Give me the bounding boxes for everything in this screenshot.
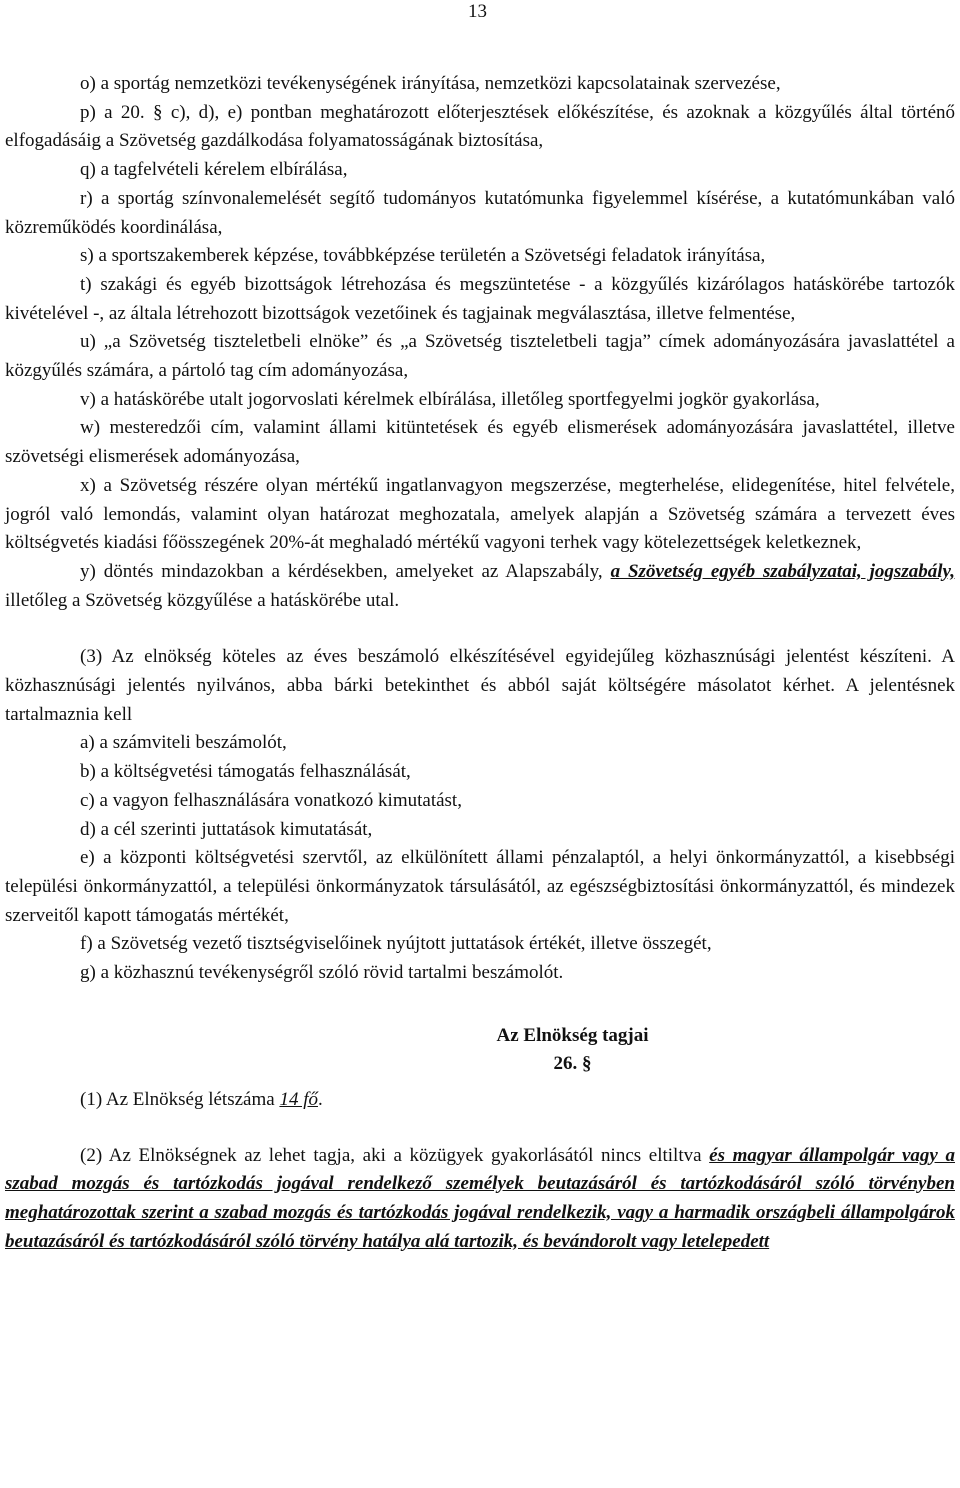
section-number: 26. §: [553, 1052, 592, 1074]
item-y-text: y) döntés mindazokban a kérdésekben, amelyeket az Alapszabály,: [80, 560, 611, 582]
item-v: v) a hatáskörébe utalt jogorvoslati kérelmek elbírálása, illetőleg sportfegyelmi jogkör gyakorlása,: [80, 388, 820, 410]
item-r: r) a sportág színvonalemelését segítő tudományos kutatómunka figyelemmel kísérése, a kutatómunkában való közreműködés koordinálása,: [5, 187, 955, 238]
item-t: t) szakági és egyéb bizottságok létrehozása és megszüntetése - a közgyűlés kizárólagos hatáskörébe tartozók kivételével -, az általa létrehozott bizottságok vezetőinek és tagjainak megválasztása, illetve felmentése,: [5, 273, 955, 324]
item-q: q) a tagfelvételi kérelem elbírálása,: [80, 159, 348, 181]
item-y: [5, 558, 955, 615]
list-item-d: d) a cél szerinti juttatások kimutatását,: [80, 818, 373, 840]
sec1-text-end: .: [317, 1088, 323, 1110]
list-item-b: b) a költségvetési támogatás felhasználását,: [80, 761, 411, 783]
section-title: Az Elnökség tagjai: [496, 1024, 649, 1046]
list-item-g: g) a közhasznú tevékenységről szóló rövid tartalmi beszámolót.: [80, 962, 564, 984]
item-x: x) a Szövetség részére olyan mértékű ingatlanvagyon megszerzése, megterhelése, elidegenítése, hitel felvétele, jogról való lemondás, valamint olyan határozat meghozatala, amelyek alapján a Szövetség számára a tervezett éves költségvetés kiadási főösszegének 20%-át meghaladó mértékű vagyoni terhek vagy kötelezettségek keletkeznek,: [5, 474, 955, 554]
item-y-emphasis: a Szövetség egyéb szabályzatai, jogszabály,: [610, 560, 955, 582]
sec2-text: (2) Az Elnökségnek az lehet tagja, aki a közügyek gyakorlásától nincs eltiltva: [80, 1144, 710, 1166]
page-number: 13: [468, 1, 487, 22]
item-y-text-end: illetőleg a Szövetség közgyűlése a hatáskörébe utal.: [5, 589, 400, 611]
list-item-e: e) a központi költségvetési szervtől, az elkülönített állami pénzalaptól, a helyi önkormányzattól, a kisebbségi települési önkormányzattól, a települési önkormányzatok társulásától, az egészségbiztosítási önkormányzattól, és mindezek szerveitől kapott támogatás mértékét,: [5, 847, 955, 926]
list-item-c: c) a vagyon felhasználására vonatkozó kimutatást,: [80, 789, 462, 811]
item-w: w) mesteredzői cím, valamint állami kitüntetések és egyéb elismerések adományozására javaslattétel, illetve szövetségi elismerések adományozása,: [5, 417, 955, 468]
list-item-a: a) a számviteli beszámolót,: [80, 732, 287, 754]
section-paragraph-2: [5, 1142, 955, 1257]
list-item-f: f) a Szövetség vezető tisztségviselőinek nyújtott juttatások értékét, illetve összegét,: [80, 933, 712, 955]
section-paragraph-1: [5, 1086, 955, 1115]
sec2-emphasis: és magyar állampolgár vagy a szabad mozgás és tartózkodás jogával rendelkező személyek beutazásáról és tartózkodásáról szóló törvényben meghatározottak szerint a szabad mozgás és tartózkodás jogával rendelkezik, vagy a harmadik országbeli állampolgárok beutazásáról és tartózkodásáról szóló törvény hatálya alá tartozik, és bevándorolt vagy letelepedett: [5, 1144, 955, 1252]
item-p: p) a 20. § c), d), e) pontban meghatározott előterjesztések előkészítése, és azoknak a közgyűlés által történő elfogadásáig a Szövetség gazdálkodása folyamatosságának biztosítása,: [5, 101, 955, 152]
sec1-text: (1) Az Elnökség létszáma: [80, 1088, 280, 1110]
document-body: [5, 70, 955, 1256]
item-s: s) a sportszakemberek képzése, továbbképzése területén a Szövetségi feladatok irányítása,: [80, 245, 766, 267]
sec1-emphasis: 14 fő: [279, 1088, 318, 1110]
item-o: o) a sportág nemzetközi tevékenységének irányítása, nemzetközi kapcsolatainak szervezése,: [80, 73, 781, 94]
item-u: u) „a Szövetség tiszteletbeli elnöke” és „a Szövetség tiszteletbeli tagja” címek adományozására javaslattétel a közgyűlés számára, a pártoló tag cím adományozása,: [5, 331, 955, 382]
paragraph-3-intro: (3) Az elnökség köteles az éves beszámoló elkészítésével egyidejűleg közhasznúsági jelentést készíteni. A közhasznúsági jelentés nyilvános, abba bárki betekinthet és abból saját költségére másolatot kérhet. A jelentésnek tartalmaznia kell: [5, 646, 955, 725]
